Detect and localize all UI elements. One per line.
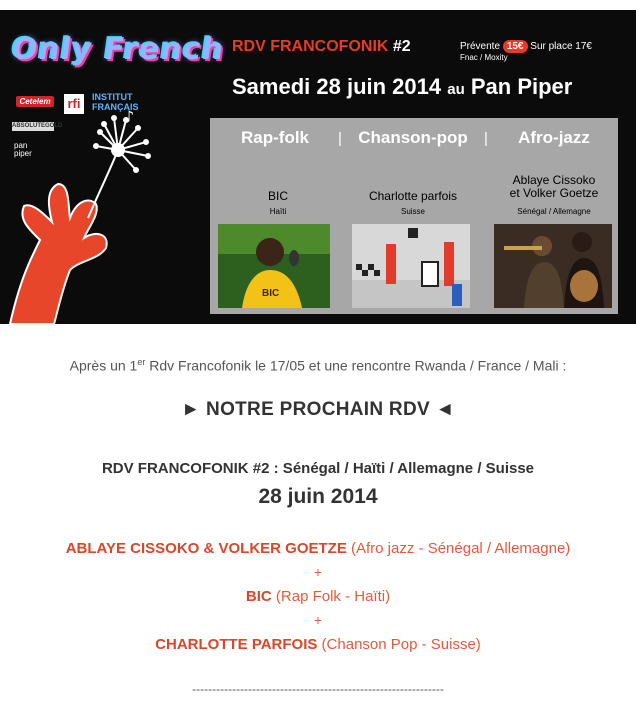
artist-country: Sénégal / Allemagne — [517, 207, 591, 216]
artist-name: BIC — [267, 189, 288, 203]
artist-photo-ablaye-volker — [494, 224, 612, 308]
dashed-divider: --------------------------------------------------------------- — [192, 682, 444, 696]
genre-separator: | — [484, 130, 488, 147]
svg-text:♪: ♪ — [124, 110, 135, 126]
act-line: CHARLOTTE PARFOIS (Chanson Pop - Suisse) — [155, 636, 481, 653]
act-line: BIC (Rap Folk - Haïti) — [245, 588, 391, 605]
genre-label: Rap-folk — [241, 128, 309, 147]
artist-name: Charlotte parfois — [368, 189, 458, 203]
genre-label: Chanson-pop — [358, 128, 468, 147]
event-banner — [0, 10, 636, 324]
banner-event-title: RDV FRANCOFONIK #2 — [232, 38, 411, 55]
partner-logo-rfi: rfi — [64, 94, 84, 114]
partner-logo-pan-piper: pan piper — [14, 141, 32, 158]
lineup-panel — [210, 118, 618, 314]
rdv-subtitle: RDV FRANCOFONIK #2 : Sénégal / Haïti / Allemagne / Suisse — [101, 460, 535, 477]
ticket-prices: Prévente 15€ Sur place 17€ — [460, 41, 592, 52]
hand-dandelion-illustration — [0, 110, 210, 324]
genre-separator: | — [338, 130, 342, 147]
rdv-date: 28 juin 2014 — [258, 485, 378, 508]
partner-logo-absolutegold: ABSOLUTEGOLD — [12, 123, 63, 129]
artist-country: Suisse — [400, 207, 425, 216]
artist-country: Haïti — [269, 207, 287, 216]
next-rdv-heading: ► NOTRE PROCHAIN RDV ◄ — [181, 399, 455, 420]
banner-date-venue: Samedi 28 juin 2014 au Pan Piper — [232, 74, 573, 99]
genre-label: Afro-jazz — [518, 128, 590, 147]
svg-text:BIC: BIC — [262, 288, 280, 299]
intro-text: Après un 1er Rdv Francofonik le 17/05 et une rencontre Rwanda / France / Mali : — [69, 357, 567, 374]
presale-price-badge: 15€ — [503, 40, 528, 53]
act-line: ABLAYE CISSOKO & VOLKER GOETZE (Afro jazz - Sénégal / Allemagne) — [65, 540, 571, 557]
artist-name: Ablaye Cissoko et Volker Goetze — [509, 173, 599, 200]
plus-separator: + — [313, 564, 323, 580]
presale-outlets: Fnac / Moxity — [460, 53, 508, 62]
plus-separator: + — [313, 612, 323, 628]
artist-photo-bic — [218, 224, 330, 308]
only-french-logo: Only French — [9, 32, 227, 67]
partner-logo-cetelem: Cetelem — [16, 96, 54, 107]
partner-logo-institut-francais: INSTITUT FRANÇAIS — [92, 92, 139, 112]
artist-photo-charlotte-parfois — [352, 224, 470, 308]
